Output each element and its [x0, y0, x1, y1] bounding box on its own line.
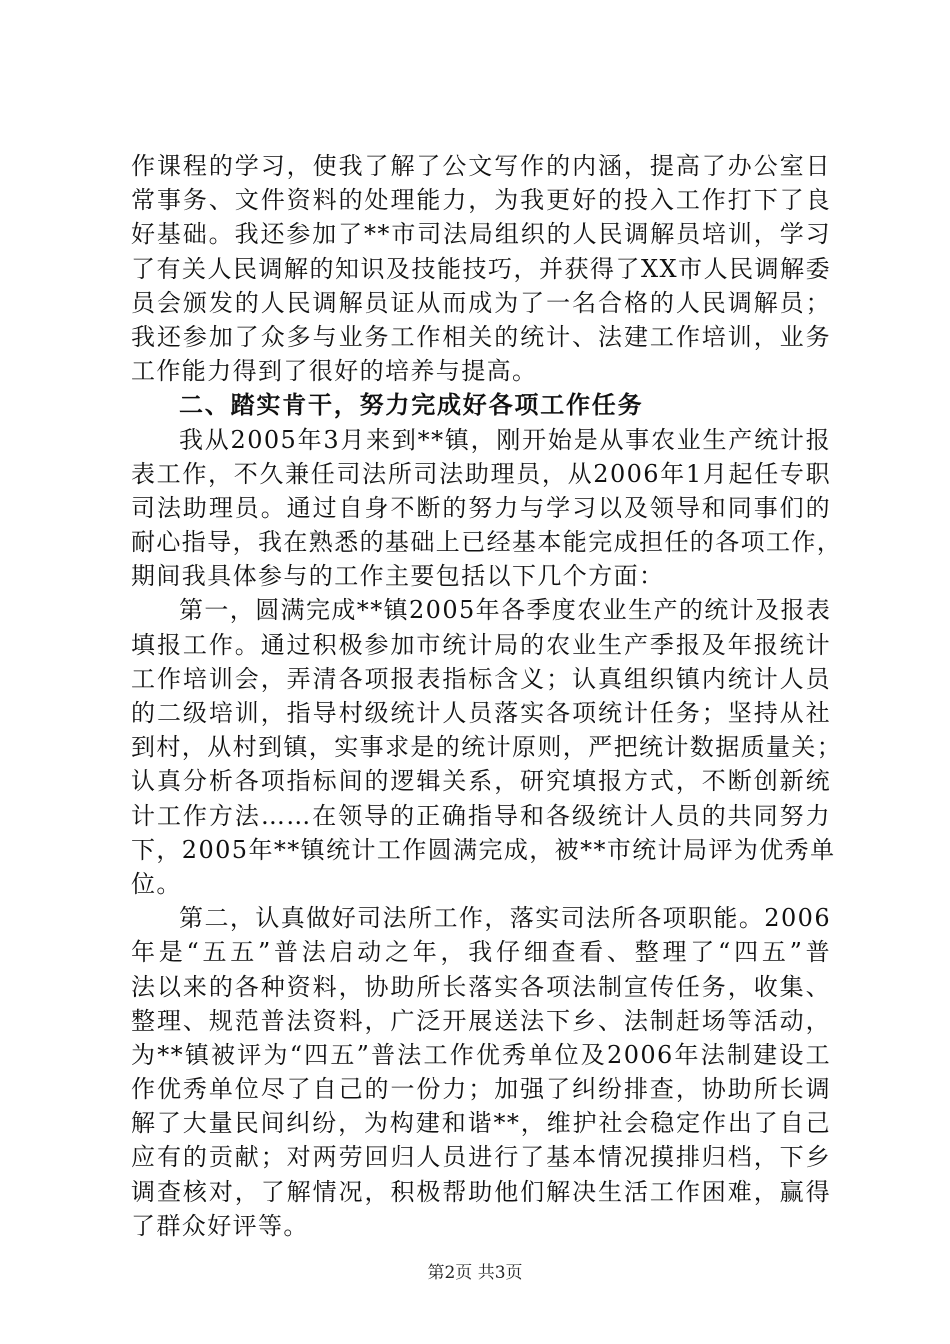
body-line: 填报工作。通过积极参加市统计局的农业生产季报及年报统计: [131, 630, 831, 659]
body-line: 认真分析各项指标间的逻辑关系，研究填报方式，不断创新统: [131, 767, 831, 796]
body-line: 司法助理员。通过自身不断的努力与学习以及领导和同事们的: [131, 493, 831, 522]
section-heading: 二、踏实肯干，努力完成好各项工作任务: [179, 391, 644, 420]
body-line: 年是“五五”普法启动之年，我仔细查看、整理了“四五”普: [131, 938, 831, 967]
body-line: 到村，从村到镇，实事求是的统计原则，严把统计数据质量关；: [131, 733, 843, 762]
body-line: 应有的贡献；对两劳回归人员进行了基本情况摸排归档，下乡: [131, 1143, 831, 1172]
body-line: 调查核对，了解情况，积极帮助他们解决生活工作困难，赢得: [131, 1177, 831, 1206]
body-line: 的二级培训，指导村级统计人员落实各项统计任务；坚持从社: [131, 699, 831, 727]
body-line: 工作培训会，弄清各项报表指标含义；认真组织镇内统计人员: [131, 664, 831, 693]
body-line: 解了大量民间纠纷，为构建和谐**，维护社会稳定作出了自己: [131, 1109, 831, 1138]
body-line: 好基础。我还参加了**市司法局组织的人民调解员培训，学习: [131, 220, 831, 249]
body-line: 作优秀单位尽了自己的一份力；加强了纠纷排查，协助所长调: [131, 1075, 831, 1104]
body-line: 法以来的各种资料，协助所长落实各项法制宣传任务，收集、: [131, 972, 831, 1001]
body-line: 计工作方法……在领导的正确指导和各级统计人员的共同努力: [131, 801, 831, 830]
body-line: 第一，圆满完成**镇2005年各季度农业生产的统计及报表: [179, 596, 832, 625]
page-footer: 第2页 共3页: [427, 1263, 523, 1283]
body-line: 我从2005年3月来到**镇，刚开始是从事农业生产统计报: [179, 425, 831, 454]
body-line: 为**镇被评为“四五”普法工作优秀单位及2006年法制建设工: [131, 1040, 831, 1069]
body-line: 期间我具体参与的工作主要包括以下几个方面：: [131, 562, 665, 591]
body-line: 位。: [131, 869, 182, 898]
document-body: [131, 149, 843, 1243]
body-line: 了群众好评等。: [131, 1211, 309, 1240]
body-line: 表工作，不久兼任司法所司法助理员，从2006年1月起任专职: [131, 459, 831, 488]
body-line: 我还参加了众多与业务工作相关的统计、法建工作培训，业务: [131, 322, 831, 351]
body-line: 第二，认真做好司法所工作，落实司法所各项职能。2006: [179, 904, 831, 933]
body-line: 工作能力得到了很好的培养与提高。: [131, 357, 538, 386]
body-line: 员会颁发的人民调解员证从而成为了一名合格的人民调解员；: [131, 288, 831, 317]
body-line: 作课程的学习，使我了解了公文写作的内涵，提高了办公室日: [131, 152, 831, 180]
body-line: 常事务、文件资料的处理能力，为我更好的投入工作打下了良: [131, 186, 831, 215]
body-line: 耐心指导，我在熟悉的基础上已经基本能完成担任的各项工作，: [131, 528, 843, 557]
body-line: 下，2005年**镇统计工作圆满完成，被**市统计局评为优秀单: [131, 835, 836, 864]
body-line: 了有关人民调解的知识及技能技巧，并获得了XX市人民调解委: [131, 254, 831, 283]
body-line: 整理、规范普法资料，广泛开展送法下乡、法制赶场等活动，: [131, 1006, 831, 1035]
